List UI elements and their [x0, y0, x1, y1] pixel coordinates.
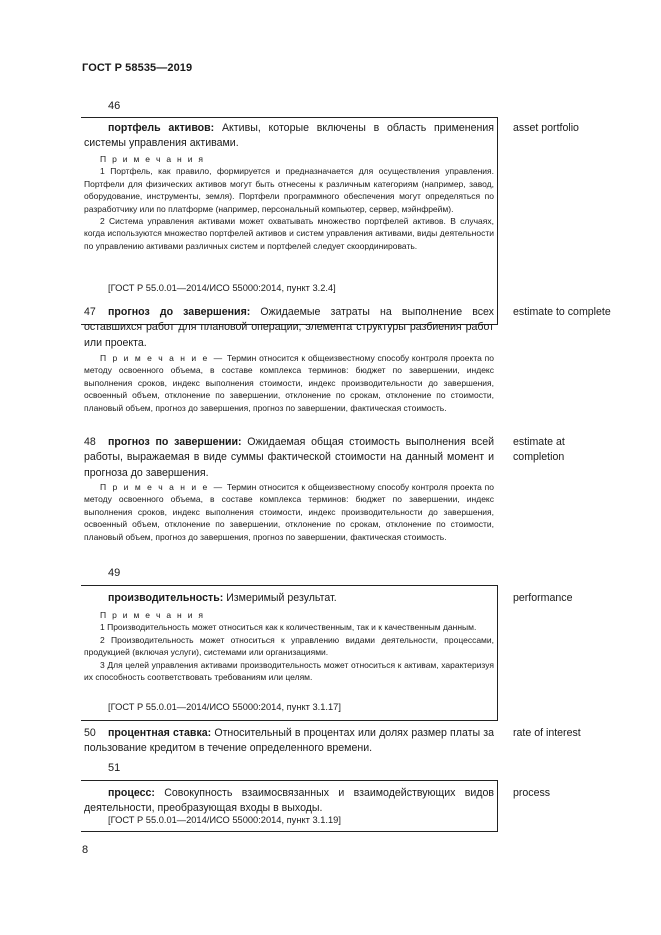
- term-definition: [84, 305, 494, 351]
- term-name: производительность:: [108, 592, 224, 604]
- english-term: rate of interest: [513, 727, 581, 739]
- entry-number: 46: [108, 100, 121, 112]
- note-item: 2 Производительность может относиться к управлению видами деятельности, процессами, продукцией (включая услуги), системами или организациями.: [84, 634, 494, 658]
- english-term: performance: [513, 592, 573, 604]
- definition-text: Активы, которые включены в область применения системы управления активами.: [84, 122, 495, 150]
- notes-block: [84, 481, 494, 543]
- definition-text: Ожидаемые затраты на выполнение всех оставшихся работ для плановой операции, элемента структуры разбиения работ или проекта.: [84, 306, 494, 349]
- note-text: Термин относится к общеизвестному способу контроля проекта по методу освоенного объема, в составе комплекса терминов: бюджет по завершении, индекс выполнения сроков, индекс выполнения стоимости, индекс производительности до завершения, освоенный объем, отклонение по завершении, отклонение по срокам, отклонение по стоимости, плановый объем, прогноз до завершения, прогноз по завершении, фактическая стоимость.: [84, 482, 494, 542]
- source-reference: [ГОСТ Р 55.0.01—2014/ИСО 55000:2014, пункт 3.1.19]: [108, 815, 341, 825]
- term-name: процентная ставка:: [108, 727, 212, 739]
- definition-text: Относительный в процентах или долях размер платы за пользование кредитом в течение определенного времени.: [84, 727, 494, 755]
- notes-heading: П р и м е ч а н и я: [100, 610, 205, 620]
- note-text: Термин относится к общеизвестному способу контроля проекта по методу освоенного объема, в составе комплекса терминов: бюджет по завершении, индекс выполнения сроков, индекс выполнения стоимости, индекс производительности до завершения, освоенный объем, отклонение по завершении, отклонение по срокам, отклонение по стоимости, плановый объем, прогноз до завершения, прогноз по завершении, фактическая стоимость.: [84, 353, 494, 413]
- english-term: process: [513, 787, 551, 799]
- term-name: прогноз по завершении:: [108, 436, 242, 448]
- definition-text: Совокупность взаимосвязанных и взаимодействующих видов деятельности, преобразующая входы в выходы.: [84, 787, 494, 815]
- note-label: П р и м е ч а н и е —: [100, 353, 224, 363]
- note-item: 2 Система управления активами может охватывать множество портфелей активов. В случаях, когда используются множество портфелей активов и систем управления активами, виды деятельности по управлению активами различных систем и портфелей следует скоординировать.: [84, 216, 494, 251]
- term-definition: [84, 591, 494, 606]
- notes-block: [84, 609, 494, 683]
- english-term: asset portfolio: [513, 122, 579, 134]
- term-name: процесс:: [108, 787, 155, 799]
- note-item: 1 Портфель, как правило, формируется и предназначается для осуществления управления. Портфели для физических активов могут быть отнесены к различным категориям (например, завод, оборудование, инструменты, земля). Портфели программного обеспечения могут определяться по разработчику или по платформе (например, персональный компьютер, сервер, мэйнфрейм).: [84, 166, 494, 214]
- definition-text: Ожидаемая общая стоимость выполнения всей работы, выражаемая в виде суммы фактической стоимости на данный момент и прогноза до завершения.: [84, 436, 495, 479]
- term-definition: [84, 726, 494, 757]
- entry-number: 49: [108, 567, 121, 579]
- note-item: 1 Производительность может относиться как к количественным, так и к качественным данным.: [100, 622, 477, 633]
- page-number: 8: [82, 844, 89, 856]
- term-name: прогноз до завершения:: [108, 306, 251, 318]
- english-term: estimate at completion: [513, 436, 565, 464]
- term-name: портфель активов:: [108, 122, 215, 134]
- entry-number: 51: [108, 762, 121, 774]
- entry-number: 48: [84, 436, 96, 448]
- document-code: ГОСТ Р 58535—2019: [82, 62, 193, 74]
- term-definition: [84, 786, 494, 817]
- english-term: estimate to complete: [513, 306, 611, 318]
- definition-text: Измеримый результат.: [226, 592, 337, 604]
- entry-number: 50: [84, 727, 96, 739]
- source-reference: [ГОСТ Р 55.0.01—2014/ИСО 55000:2014, пункт 3.2.4]: [108, 283, 336, 293]
- term-definition: [84, 121, 494, 152]
- notes-block: [84, 352, 494, 414]
- entry-number: 47: [84, 306, 96, 318]
- term-definition: [84, 435, 494, 481]
- note-label: П р и м е ч а н и е —: [100, 482, 224, 492]
- notes-heading: П р и м е ч а н и я: [100, 154, 205, 164]
- source-reference: [ГОСТ Р 55.0.01—2014/ИСО 55000:2014, пункт 3.1.17]: [108, 702, 341, 712]
- notes-block: [84, 153, 494, 252]
- note-item: 3 Для целей управления активами производительность может относиться к активам, характеризуя их способность соответствовать требованиям или целям.: [84, 659, 494, 683]
